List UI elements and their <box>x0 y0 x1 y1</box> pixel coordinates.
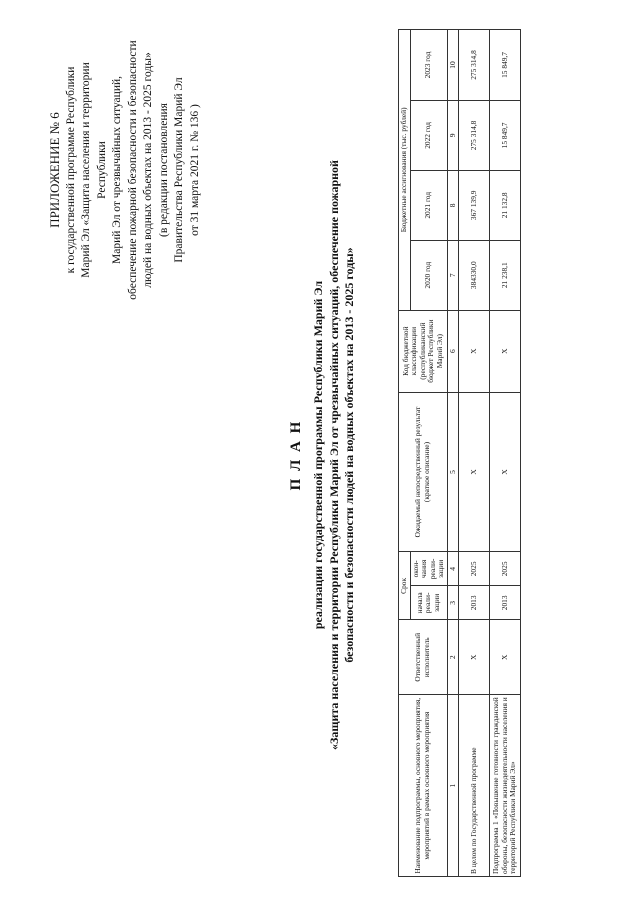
appendix-line: Марий Эл от чрезвычайных ситуаций, <box>111 76 124 265</box>
row-value: 15 849,7 <box>490 30 521 101</box>
row-name: Подпрограмма 1 «Повышение готовности гражданской обороны, безопасности жизнедеятельности населения и территорий Республики Марий Эл» <box>490 695 521 877</box>
column-number: 2 <box>447 620 459 695</box>
row-value: 275 314,8 <box>459 30 490 101</box>
appendix-line: обеспечение пожарной безопасности и безопасности <box>126 40 139 300</box>
table-row <box>490 30 521 877</box>
row-start: 2013 <box>459 586 490 620</box>
column-number: 5 <box>447 392 459 552</box>
row-value: 384330,0 <box>459 240 490 310</box>
row-name: В целом по Государственной программе <box>459 695 490 877</box>
header-year: 2020 год <box>410 240 447 310</box>
row-value: 21 132,8 <box>490 170 521 240</box>
header-term: Срок <box>399 552 411 620</box>
column-number: 3 <box>447 586 459 620</box>
header-year: 2021 год <box>410 170 447 240</box>
row-code: Х <box>490 310 521 392</box>
row-start: 2013 <box>490 586 521 620</box>
header-term-start: начала реали-зации <box>410 586 447 620</box>
appendix-line: (в редакции постановления <box>157 103 170 237</box>
appendix-block <box>46 35 203 305</box>
row-executor: Х <box>490 620 521 695</box>
table-row <box>459 30 490 877</box>
appendix-line: к государственной программе Республики <box>64 66 77 274</box>
appendix-line: Правительства Республики Марий Эл <box>173 77 186 263</box>
header-code: Код бюджетной классификации (республиканский бюджет Республики Марий Эл) <box>399 310 448 392</box>
plan-subtitle-line: реализации государственной программы Республики Марий Эл <box>311 280 325 630</box>
header-result: Ожидаемый непосредственный результат (краткое описание) <box>399 392 448 552</box>
row-executor: Х <box>459 620 490 695</box>
row-code: Х <box>459 310 490 392</box>
plan-table <box>398 29 521 877</box>
appendix-line: от 31 марта 2021 г. № 136 ) <box>188 104 201 236</box>
header-term-end: окон-чания реали-зации <box>410 552 447 586</box>
row-value: 15 849,7 <box>490 100 521 170</box>
row-value: 275 314,8 <box>459 100 490 170</box>
column-number: 1 <box>447 695 459 877</box>
plan-subtitle-line: безопасности и безопасности людей на водных объектах на 2013 - 2025 годы» <box>342 247 357 663</box>
plan-title: П Л А Н <box>288 419 304 491</box>
column-number: 8 <box>447 170 459 240</box>
appendix-heading: ПРИЛОЖЕНИЕ № 6 <box>47 112 62 228</box>
row-value: 21 238,1 <box>490 240 521 310</box>
table-header-row <box>399 30 411 877</box>
header-executor: Ответственный исполнитель <box>399 620 448 695</box>
plan-header <box>288 95 358 815</box>
appendix-line: Марий Эл «Защита населения и территории Республики <box>80 62 108 278</box>
column-number-row <box>447 30 459 877</box>
column-number: 7 <box>447 240 459 310</box>
header-year: 2023 год <box>410 30 447 101</box>
row-end: 2025 <box>490 552 521 586</box>
column-number: 9 <box>447 100 459 170</box>
row-result: Х <box>490 392 521 552</box>
row-result: Х <box>459 392 490 552</box>
header-budget: Бюджетные ассигнования (тыс. рублей) <box>399 30 411 311</box>
column-number: 10 <box>447 30 459 101</box>
header-year: 2022 год <box>410 100 447 170</box>
column-number: 4 <box>447 552 459 586</box>
header-name: Наименование подпрограммы, основного мероприятия, мероприятий в рамках основного мероприятия <box>399 695 448 877</box>
row-value: 367 139,9 <box>459 170 490 240</box>
plan-subtitle-line: «Защита населения и территории Республики Марий Эл от чрезвычайных ситуаций, обеспечение пожарной <box>326 160 341 750</box>
column-number: 6 <box>447 310 459 392</box>
appendix-line: людей на водных объектах на 2013 - 2025 годы» <box>142 52 155 288</box>
row-end: 2025 <box>459 552 490 586</box>
